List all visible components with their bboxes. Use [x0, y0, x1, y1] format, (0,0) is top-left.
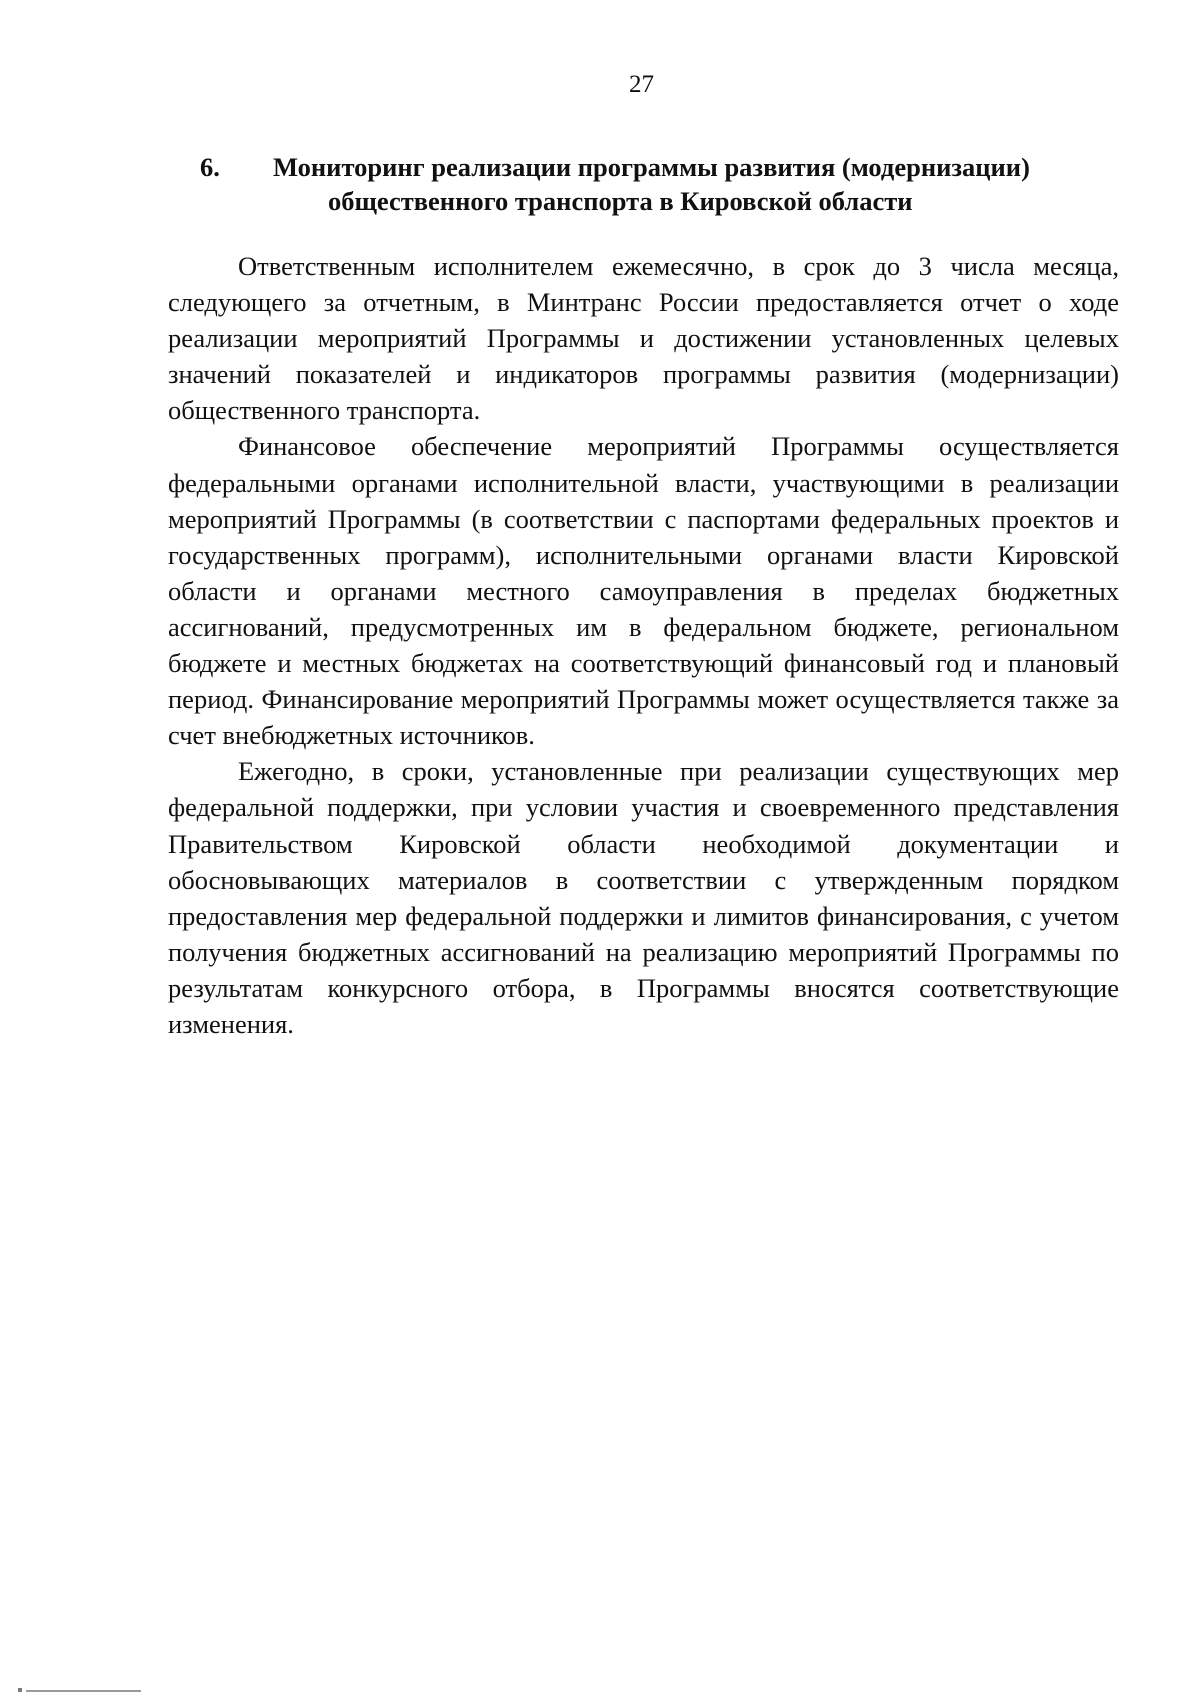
- section-title-line-1: Мониторинг реализации программы развития (модернизации): [273, 152, 1030, 182]
- scan-artifact-dot: [18, 1688, 22, 1692]
- section-number: 6.: [200, 152, 220, 182]
- paragraph-reporting: Ответственным исполнителем ежемесячно, в срок до 3 числа месяца, следующего за отчетным, в Минтранс России предоставляется отчет о ходе реализации мероприятий Программы и достижении установленных целевых значений показателей и индикаторов программы развития (модернизации) общественного транспорта.: [168, 251, 1119, 426]
- scan-artifact-line: [26, 1690, 141, 1692]
- section-title-line-2: общественного транспорта в Кировской области: [328, 186, 913, 216]
- paragraph-annual-changes: Ежегодно, в сроки, установленные при реализации существующих мер федеральной поддержки, при условии участия и своевременного представления Правительством Кировской области необходимой документации и обосновывающих материалов в соответствии с утвержденным порядком предоставления мер федеральной поддержки и лимитов финансирования, с учетом получения бюджетных ассигнований на реализацию мероприятий Программы по результатам конкурсного отбора, в Программы вносятся соответствующие изменения.: [168, 756, 1119, 1039]
- page-number: 27: [629, 71, 654, 98]
- section-body: [168, 248, 1119, 1042]
- paragraph-financing: Финансовое обеспечение мероприятий Программы осуществляется федеральными органами исполнительной власти, участвующими в реализации мероприятий Программы (в соответствии с паспортами федеральных проектов и государственных программ), исполнительными органами власти Кировской области и органами местного самоуправления в пределах бюджетных ассигнований, предусмотренных им в федеральном бюджете, региональном бюджете и местных бюджетах на соответствующий финансовый год и плановый период. Финансирование мероприятий Программы может осуществляется также за счет внебюджетных источников.: [168, 431, 1119, 751]
- section-heading: [200, 150, 1120, 218]
